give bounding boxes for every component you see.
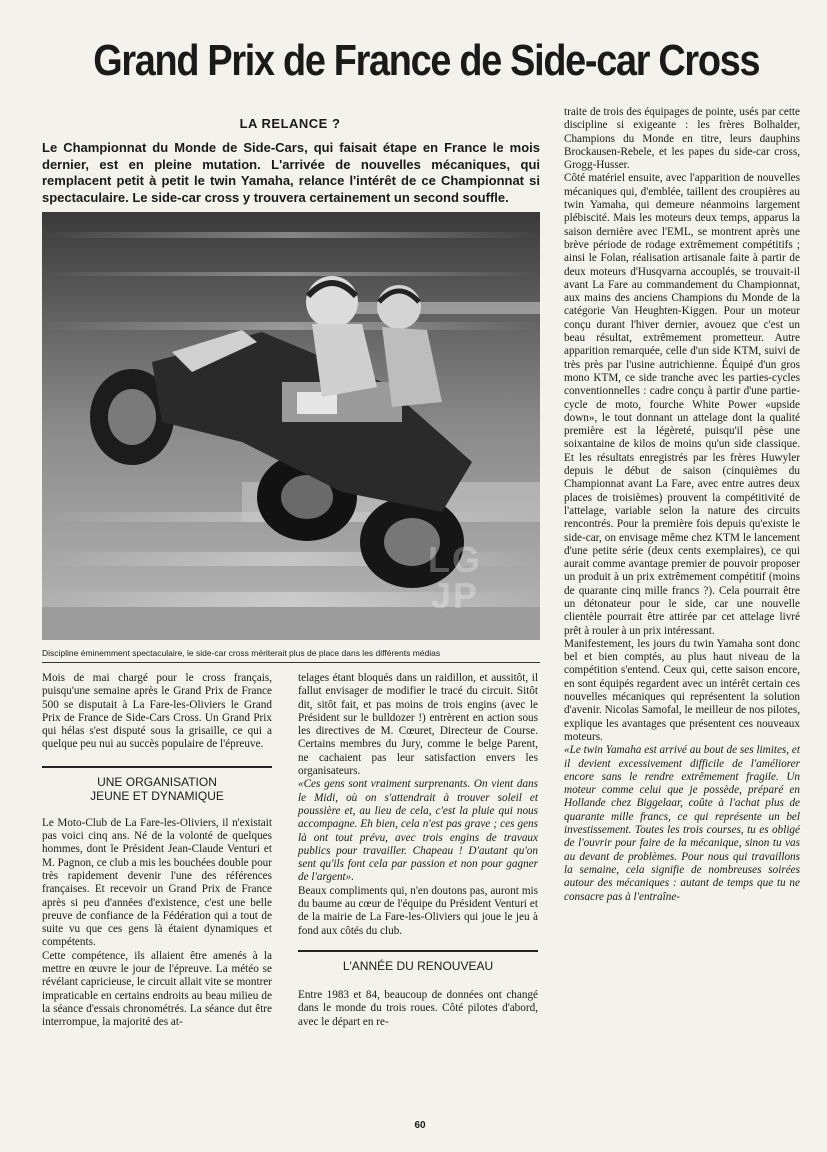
article-lead: Le Championnat du Monde de Side-Cars, qui faisait étape en France le mois dernier, est en pleine mutation. L'arrivée de nouvelles mécaniques, qui remplacent petit à petit le twin Yamaha, relance l'intérêt de ce Championnat si spectaculaire. Le side-car cross y trouvera certainement un second souffle. — [42, 140, 540, 205]
column-2-quote — [298, 778, 538, 884]
column-1-paragraph: Mois de mai chargé pour le cross français, puisqu'une semaine après le Grand Prix de France 500 se disputait à La Fare-les-Oliviers le Grand Prix de France de Side-Cars Cross. Un Grand Prix qui hélas s'est disputé sous la grisaille, ce qui a quelque peu nui au succès populaire de l'épreuve. — [42, 672, 272, 751]
caption-rule — [42, 662, 540, 663]
column-2-paragraph: Beaux compliments qui, n'en doutons pas, auront mis du baume au cœur de l'équipe du Président Venturi et de la mairie de La Fare-les-Oliviers qui joue le jeu à fond aux côtés du club. — [298, 884, 538, 937]
column-1 — [42, 672, 272, 1030]
column-3-paragraph: Côté matériel ensuite, avec l'apparition de nouvelles mécaniques qui, d'emblée, taillent des croupières au twin Yamaha, qui demeure néanmoins largement plébiscité. Mais les moteurs deux temps, apparus la saison dernière avec l'EML, se montrent après une brève période de rodage extrêmement compétitifs ; ainsi le Folan, réalisation artisanale faite à partir de deux moteurs d'Husqvarna accouplés, se trouvait-il avant La Fare au commandement du Championnat, aux mains des anciens Champions du Monde de la catégorie Van Heughten-Kiggen. Pour un moteur conçu durant l'hiver dernier, avouez que c'est un beau résultat, extrêmement prometteur. Autre apparition remarquée, celle d'un side KTM, suivi de très près par l'usine autrichienne. Équipé d'un gros mono KTM, ce side tranche avec les parties-cycles conventionnelles : cadre conçu à partir d'une partie-cycle de moto, fourche White Power «upside down», le tout donnant un attelage dont la qualité première est la légèreté, puisqu'il pèse une soixantaine de kilos de moins qu'un side classique. Et les résultats enregistrés par les frères Huwyler depuis le début de saison (cinquièmes du Championnat avant La Fare, avec entre autres deux places de troisièmes) prouvent la compétitivité de l'attelage, variable selon la nature des circuits rencontrés. Pour la première fois depuis qu'existe le side-car, on envisage même chez KTM le lancement d'une petite série (deux cents exemplaires), ce qui aurait comme avantage premier de pouvoir proposer un produit à un prix extrêmement compétitif (moins de quarante cinq mille francs ?). Cela pourrait être un détonateur pour le side, car une nouvelle clientèle pourrait être attirée par cet attelage livré prêt à rouler à un prix intéressant. — [564, 172, 800, 637]
section-heading-organisation — [42, 766, 272, 805]
column-3 — [564, 106, 800, 904]
article-title: Grand Prix de France de Side-car Cross — [93, 36, 760, 85]
column-1-paragraph: Cette compétence, ils allaient être amenés à la mettre en œuvre le jour de l'épreuve. La météo se révélant capricieuse, le circuit allait vite se montrer impraticable en certains endroits au beau milieu de la séance d'essais chronométrés. La séance dut être interrompue, la majorité des at- — [42, 949, 272, 1029]
column-3-paragraph: Manifestement, les jours du twin Yamaha sont donc bel et bien comptés, au plus haut niveau de la compétition s'entend. Ceux qui, cette saison encore, en sont équipés regardent avec un intérêt certain ces nouvelles mécaniques qui représentent la solution d'avenir. Nicolas Samofal, le meilleur de nos pilotes, explique les avantages que présentent ces nouveaux moteurs. — [564, 637, 800, 743]
photo-caption: Discipline éminemment spectaculaire, le side-car cross mériterait plus de place dans les différents médias — [42, 648, 441, 658]
watermark: LG JP — [428, 539, 482, 616]
section-heading-line: JEUNE ET DYNAMIQUE — [90, 788, 224, 803]
column-2-paragraph: telages étant bloqués dans un raidillon, et aussitôt, il fallut envisager de modifier le tracé du circuit. Sitôt dit, sitôt fait, et pas moins de trois engins (avec le Président sur le bulldozer !) entrèrent en action sous les directives de M. Cœuret, Directeur de Course. Certains membres du Jury, comme le belge Parent, ne cachaient pas leur satisfaction envers les organisateurs. — [298, 672, 538, 778]
section-heading-line: UNE ORGANISATION — [97, 774, 217, 789]
quote-text: «Ces gens sont vraiment surprenants. On vient dans le Midi, où on s'attendrait à trouver soleil et poussière et, au lieu de cela, c'est la pluie qui nous accompagne. Eh bien, cela n'est pas grave ; ces gens là ont tout prévu, avec trois engins de travaux publics pour travailler. Chapeau ! D'autant qu'on sent qu'ils font cela par passion et non pour gagner de l'argent». — [298, 778, 538, 884]
section-heading-line: L'ANNÉE DU RENOUVEAU — [342, 958, 494, 973]
page-number: 60 — [414, 1120, 426, 1131]
column-2 — [298, 672, 538, 1029]
sidecar-photo — [42, 212, 540, 640]
column-2-paragraph: Entre 1983 et 84, beaucoup de données ont changé dans le monde du trois roues. Côté pilotes d'abord, avec le départ en re- — [298, 988, 538, 1028]
column-3-paragraph: traite de trois des équipages de pointe, usés par cette discipline si exigeante : les frères Bolhalder, Champions du Monde en titre, leurs dauphins Brockausen-Rebele, et les papes du side-car cross, Grogg-Husser. — [564, 106, 800, 172]
article-kicker: LA RELANCE ? — [239, 116, 341, 131]
quote-text: «Le twin Yamaha est arrivé au bout de ses limites, et il devient excessivement difficile de l'améliorer encore sans le rendre extrêmement fragile. Un moteur comme celui que je possède, préparé en Hollande chez Biggelaar, coûte à l'achat plus de quarante mille francs, ce qui représente un bel investissement. Toutes les trois courses, tu es obligé de l'ouvrir pour faire de la mécanique, sinon tu vas au devant de problèmes. Pour nous qui travaillons la semaine, cela signifie de nombreuses soirées autour des mécaniques : autant de temps que tu ne consacre pas à l'entraîne- — [564, 744, 800, 903]
column-1-paragraph: Le Moto-Club de La Fare-les-Oliviers, il n'existait pas voici cinq ans. Né de la volonté de quelques hommes, dont le Président Jean-Claude Venturi et M. Pagnon, ce club a mis les bouchées double pour très rapidement devenir l'une des références françaises. Et recevoir un Grand Prix de France après si peu d'années d'existence, c'est une belle preuve de confiance de la Fédération qui a tout de suite vu que ces gens là étaient dynamiques et compétents. — [42, 816, 272, 949]
column-3-quote — [564, 744, 800, 904]
section-heading-renouveau — [298, 950, 538, 975]
